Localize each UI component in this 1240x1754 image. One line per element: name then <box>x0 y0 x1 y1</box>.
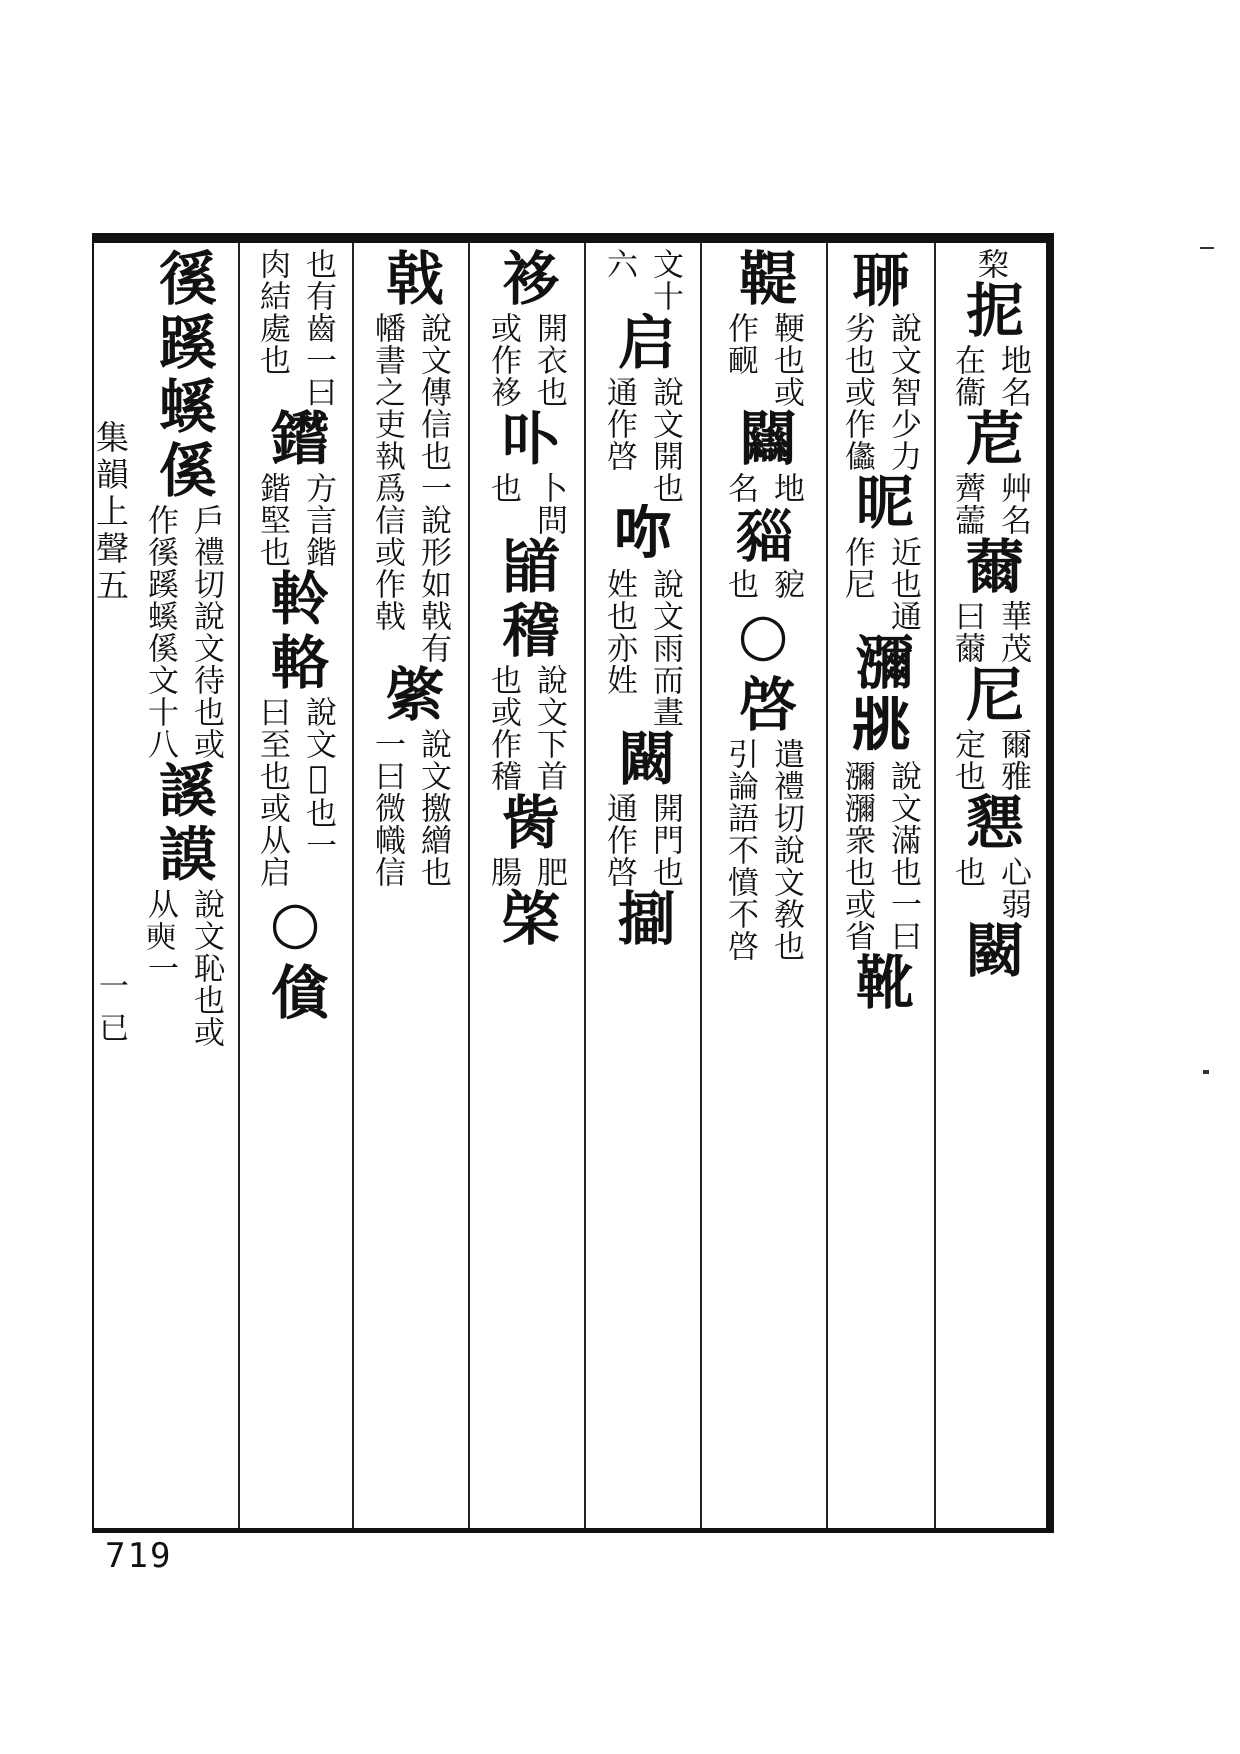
annotation-line: 也 <box>949 856 985 888</box>
annotation-line: 地名 <box>995 344 1031 408</box>
headword: 尼 <box>956 664 1024 728</box>
headword: ○啓 <box>729 600 797 738</box>
annotation-line: 說文滿也一曰 <box>885 760 921 952</box>
annotation-line: 劣也或作㒩 <box>839 312 875 472</box>
headword: 抳 <box>956 280 1024 344</box>
column-flow <box>476 248 576 1528</box>
headword: 戟 <box>376 248 444 312</box>
headword: 䭫 <box>492 536 560 600</box>
headword: 启 <box>608 312 676 376</box>
headword: 螇 <box>149 376 217 440</box>
annotation-line: 名 <box>722 472 758 504</box>
annotation <box>945 600 1035 664</box>
headword: 袳 <box>492 248 560 312</box>
annotation-line: 豟 <box>768 568 804 600</box>
column-flow <box>592 248 692 1528</box>
headword: 鞮 <box>729 248 797 312</box>
headword: 𠰚 <box>608 504 676 568</box>
annotation-line: 曰至也或从启 <box>254 696 290 888</box>
annotation-line: 姓也亦姓 <box>601 568 637 696</box>
headword: 薾 <box>956 536 1024 600</box>
annotation <box>835 536 925 632</box>
text-column <box>354 248 466 1528</box>
text-column <box>936 248 1044 1528</box>
headword: 昵 <box>846 472 914 536</box>
annotation <box>718 738 808 962</box>
column-flow <box>713 248 813 1528</box>
column-flow <box>360 248 460 1528</box>
text-column <box>828 248 932 1528</box>
annotation-line: 開衣也 <box>531 312 567 408</box>
margin-title: 集韻上聲五 <box>91 420 130 605</box>
headword: 鑙 <box>261 408 329 472</box>
annotation-line: 方言鍇 <box>300 472 336 568</box>
annotation <box>481 856 571 888</box>
annotation-line: 說文智少力 <box>885 312 921 472</box>
headword: 輅 <box>261 632 329 696</box>
annotation-line: 作尼 <box>839 536 875 600</box>
annotation-line: 爾雅 <box>995 728 1031 792</box>
headword: 徯 <box>149 248 217 312</box>
annotation <box>250 248 340 408</box>
headword: 謑 <box>149 760 217 824</box>
annotation-line: 鞕也或 <box>768 312 804 408</box>
annotation <box>481 312 571 408</box>
annotation-line: 文十 <box>647 248 683 312</box>
headword: ○僋 <box>261 888 329 1026</box>
annotation-line: 瀰瀰衆也或省 <box>839 760 875 952</box>
headword: 蹊 <box>149 312 217 376</box>
annotation <box>718 472 808 504</box>
annotation-line: 說文撽繒也 <box>415 728 451 888</box>
annotation <box>597 568 687 728</box>
annotation <box>597 792 687 888</box>
annotation-line: 也或作稽 <box>485 664 521 792</box>
ink-speck <box>1203 1070 1209 1074</box>
text-column <box>702 248 824 1528</box>
annotation <box>138 888 228 1048</box>
annotation-line: 鍇堅也 <box>254 472 290 568</box>
annotation <box>835 312 925 472</box>
headword: 胔 <box>492 792 560 856</box>
headword: 𤕷 <box>846 696 914 760</box>
annotation-line: 說文雨而晝 <box>647 568 683 728</box>
annotation-line: 說文恥也或 <box>188 888 224 1048</box>
annotation <box>138 504 228 760</box>
headword: 㦟 <box>956 792 1024 856</box>
annotation-line: 也 <box>722 568 758 600</box>
annotation-line: 定也 <box>949 728 985 792</box>
annotation-line: 幡書之吏執爲信或作戟 <box>369 312 405 632</box>
headword: 綮 <box>376 664 444 728</box>
annotation-line: 開門也 <box>647 792 683 888</box>
annotation <box>250 472 340 568</box>
headword: 苨 <box>956 408 1024 472</box>
annotation-line: 引論語不憤不啓 <box>722 738 758 962</box>
headword: 傒 <box>149 440 217 504</box>
ink-speck <box>1200 247 1214 249</box>
headword: 𧱥 <box>729 504 797 568</box>
annotation-line: 艸名 <box>995 472 1031 536</box>
headword: 闙 <box>608 728 676 792</box>
column-flow <box>133 248 233 1528</box>
annotation-line: 說文傳信也一說形如戟有 <box>415 312 451 664</box>
column-flow <box>830 248 930 1528</box>
headword: 𦕼 <box>846 248 914 312</box>
annotation <box>968 248 1012 280</box>
column-flow <box>245 248 345 1528</box>
annotation-line: 說文下首 <box>531 664 567 792</box>
annotation-line: 也有齒一曰 <box>300 248 336 408</box>
annotation <box>945 344 1035 408</box>
annotation-line: 肥 <box>531 856 567 888</box>
annotation <box>945 856 1035 920</box>
annotation-line: 肉結處也 <box>254 248 290 376</box>
headword: 謨 <box>149 824 217 888</box>
annotation <box>835 760 925 952</box>
annotation-line: 心弱 <box>995 856 1031 920</box>
annotation <box>945 472 1035 536</box>
annotation <box>481 472 571 536</box>
headword: 卟 <box>492 408 560 472</box>
annotation-line: 說文𡪇也一 <box>300 696 336 861</box>
annotation <box>481 664 571 792</box>
annotation-line: 華茂 <box>995 600 1031 664</box>
annotation-line: 遣禮切說文敎也 <box>768 738 804 962</box>
annotation <box>945 728 1035 792</box>
annotation-line: 或作袳 <box>485 312 521 408</box>
headword: 棨 <box>492 888 560 952</box>
text-column <box>470 248 582 1528</box>
annotation <box>365 312 455 664</box>
headword: 軨 <box>261 568 329 632</box>
annotation <box>597 248 687 312</box>
annotation-line: 通作啓 <box>601 792 637 888</box>
annotation <box>718 568 808 600</box>
column-flow <box>940 248 1040 1528</box>
annotation-line: 也 <box>485 472 521 504</box>
annotation-line: 通作啓 <box>601 376 637 472</box>
headword: 𨷻 <box>729 408 797 472</box>
annotation-line: 作徯蹊螇傒文十八 <box>142 504 178 760</box>
headword: 㨽 <box>608 888 676 952</box>
headword: 靴 <box>846 952 914 1016</box>
margin-folio: 一已 <box>93 970 128 1054</box>
text-column <box>586 248 698 1528</box>
annotation <box>250 696 340 888</box>
annotation-line: 从𥇛一 <box>142 888 178 984</box>
annotation-line: 卜問 <box>531 472 567 536</box>
annotation <box>718 312 808 408</box>
text-column <box>240 248 350 1528</box>
text-column <box>130 248 236 1528</box>
annotation-line: 腸 <box>485 856 521 888</box>
headword: 瀰 <box>846 632 914 696</box>
headword: 稽 <box>492 600 560 664</box>
annotation-line: 近也通 <box>885 536 921 632</box>
annotation <box>365 728 455 888</box>
annotation-line: 作䩄 <box>722 312 758 376</box>
headword: 䦯 <box>956 920 1024 984</box>
annotation-line: 棃 <box>972 248 1008 280</box>
annotation-line: 曰薾 <box>949 600 985 664</box>
annotation-line: 薺蘦 <box>949 472 985 536</box>
annotation-line: 地 <box>768 472 804 504</box>
annotation-line: 戶禮切說文待也或 <box>188 504 224 760</box>
annotation-line: 說文開也 <box>647 376 683 504</box>
annotation <box>597 376 687 504</box>
page-number: 719 <box>105 1536 173 1576</box>
annotation-line: 在衞 <box>949 344 985 408</box>
annotation-line: 六 <box>601 248 637 280</box>
annotation-line: 一曰微幟信 <box>369 728 405 888</box>
